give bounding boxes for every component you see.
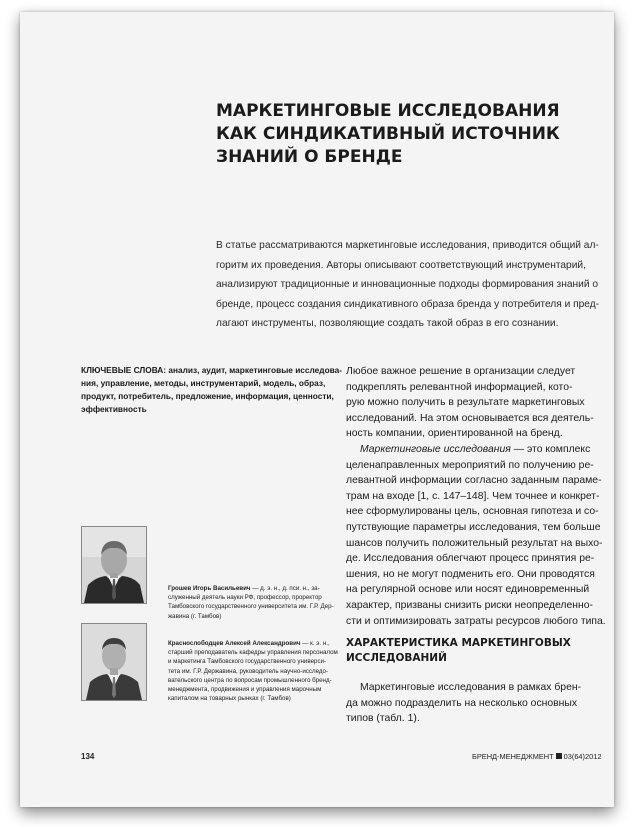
author-info-groshev — [168, 584, 333, 621]
keywords-line: эффективность — [81, 404, 147, 414]
author-line — [168, 639, 333, 648]
author-line: жавина (г. Тамбов) — [168, 612, 222, 620]
author-line: капиталом на товарных рынках (г. Тамбов) — [168, 695, 291, 703]
body-line: да можно подразделить на несколько основных — [346, 697, 578, 709]
body-text — [346, 364, 606, 629]
body-line: ность компании, ориентированной на бренд. — [346, 428, 563, 440]
square-bullet-icon — [556, 753, 562, 759]
body-line: де. Исследования облегчают процесс принятия ре- — [346, 553, 595, 565]
body-line: Любое важное решение в организации следует — [346, 366, 576, 377]
body-line: целенаправленных мероприятий по получению ре- — [346, 459, 594, 471]
author-photo-groshev — [81, 526, 147, 604]
journal-name: БРЕНД-МЕНЕДЖМЕНТ — [472, 752, 554, 761]
body-line: шансов получить положительный результат на выхо- — [346, 537, 603, 549]
body-line: типов (табл. 1). — [346, 713, 420, 725]
body-line-tail: — это комплекс — [510, 443, 591, 455]
author-line — [168, 584, 333, 593]
abstract-line: лагают инструменты, позволяющие создать такой образ в его сознании. — [216, 318, 559, 330]
title-line: ЗНАНИЙ О БРЕНДЕ — [216, 147, 403, 167]
author-degree: — к. э. н., — [300, 640, 330, 647]
body-line: исследований. На этом основывается вся деятель- — [346, 412, 594, 424]
body-line: трам на входе [1, с. 147–148]. Чем точнее и конкрет- — [346, 490, 600, 502]
author-line: старший преподаватель кафедры управления персоналом — [168, 649, 338, 657]
body-line: на регулярной основе или носят единовременный — [346, 584, 590, 596]
title-line: МАРКЕТИНГОВЫЕ ИССЛЕДОВАНИЯ — [216, 101, 560, 121]
abstract-line: анализируют традиционные и инновационные подходы формирования знаний о — [216, 279, 599, 291]
article-title — [216, 100, 560, 169]
author-name: Краснослободцев Алексей Александрович — [168, 640, 301, 647]
author-line: вательского центра по вопросам промышленного бренд- — [168, 676, 332, 684]
section-heading-line: ХАРАКТЕРИСТИКА МАРКЕТИНГОВЫХ — [346, 637, 571, 649]
keywords-block — [81, 364, 343, 416]
section-heading-line: ИССЛЕДОВАНИЙ — [346, 651, 447, 664]
journal-issue: 03(64)2012 — [563, 752, 602, 761]
keywords-line: КЛЮЧЕВЫЕ СЛОВА: анализ, аудит, маркетинговые исследова- — [81, 365, 343, 375]
body-line — [346, 442, 594, 458]
portrait-image — [82, 624, 146, 700]
section-text — [346, 680, 594, 727]
term-italic: Маркетинговые исследования — [360, 443, 511, 455]
body-line: Маркетинговые исследования в рамках брен- — [360, 682, 582, 693]
author-degree: — д. э. н., д. пси. н., за- — [250, 585, 320, 592]
body-line: нее сформулированы цель, основная гипотеза и со- — [346, 506, 599, 518]
body-line: рую можно получить в результате маркетинговых — [346, 397, 585, 409]
article-abstract — [216, 236, 601, 334]
author-photo-krasnoslobodtsev — [81, 623, 147, 701]
page-number: 134 — [81, 752, 95, 761]
author-line: служенный деятель науки РФ, профессор, проректор — [168, 594, 322, 602]
abstract-line: горитм их проведения. Авторы описывают соответствующий инструментарий, — [216, 259, 586, 271]
section-heading — [346, 636, 596, 665]
author-info-krasnoslobodtsev — [168, 639, 338, 703]
title-line: КАК СИНДИКАТИВНЫЙ ИСТОЧНИК — [216, 124, 560, 144]
body-line: путствующие параметры исследования, тем больше — [346, 521, 601, 533]
body-line: подкреплять релевантной информацией, кото- — [346, 381, 573, 393]
body-line: шения, но не могут подменить его. Они проводятся — [346, 568, 595, 580]
author-line: Тамбовского государственного университета им. Г.Р. Дер- — [168, 603, 334, 611]
body-line: сти и оптимизировать затраты ресурсов любого типа. — [346, 615, 606, 627]
author-line: и маркетинга Тамбовского государственного универси- — [168, 658, 327, 666]
abstract-line: бренде, процесс создания синдикативного образа бренда у потребителя и пред- — [216, 298, 600, 310]
body-line: левантной информации согласно заданным параме- — [346, 475, 602, 487]
journal-page — [20, 12, 614, 807]
author-line: тета им. Г.Р. Державина, руководитель научно-исследо- — [168, 667, 328, 675]
author-name: Грошев Игорь Васильевич — [168, 585, 251, 592]
keywords-line: ния, управление, методы, инструментарий, модель, образ, — [81, 378, 326, 388]
abstract-line: В статье рассматриваются маркетинговые исследования, приводится общий ал- — [216, 240, 599, 251]
journal-footer — [472, 752, 601, 761]
portrait-image — [82, 527, 146, 603]
keywords-line: продукт, потребитель, предложение, информация, ценности, — [81, 391, 334, 401]
author-line: менеджмента, продвижения и управления марочным — [168, 686, 322, 694]
body-line: характер, призваны снизить риски неопределенно- — [346, 599, 593, 611]
